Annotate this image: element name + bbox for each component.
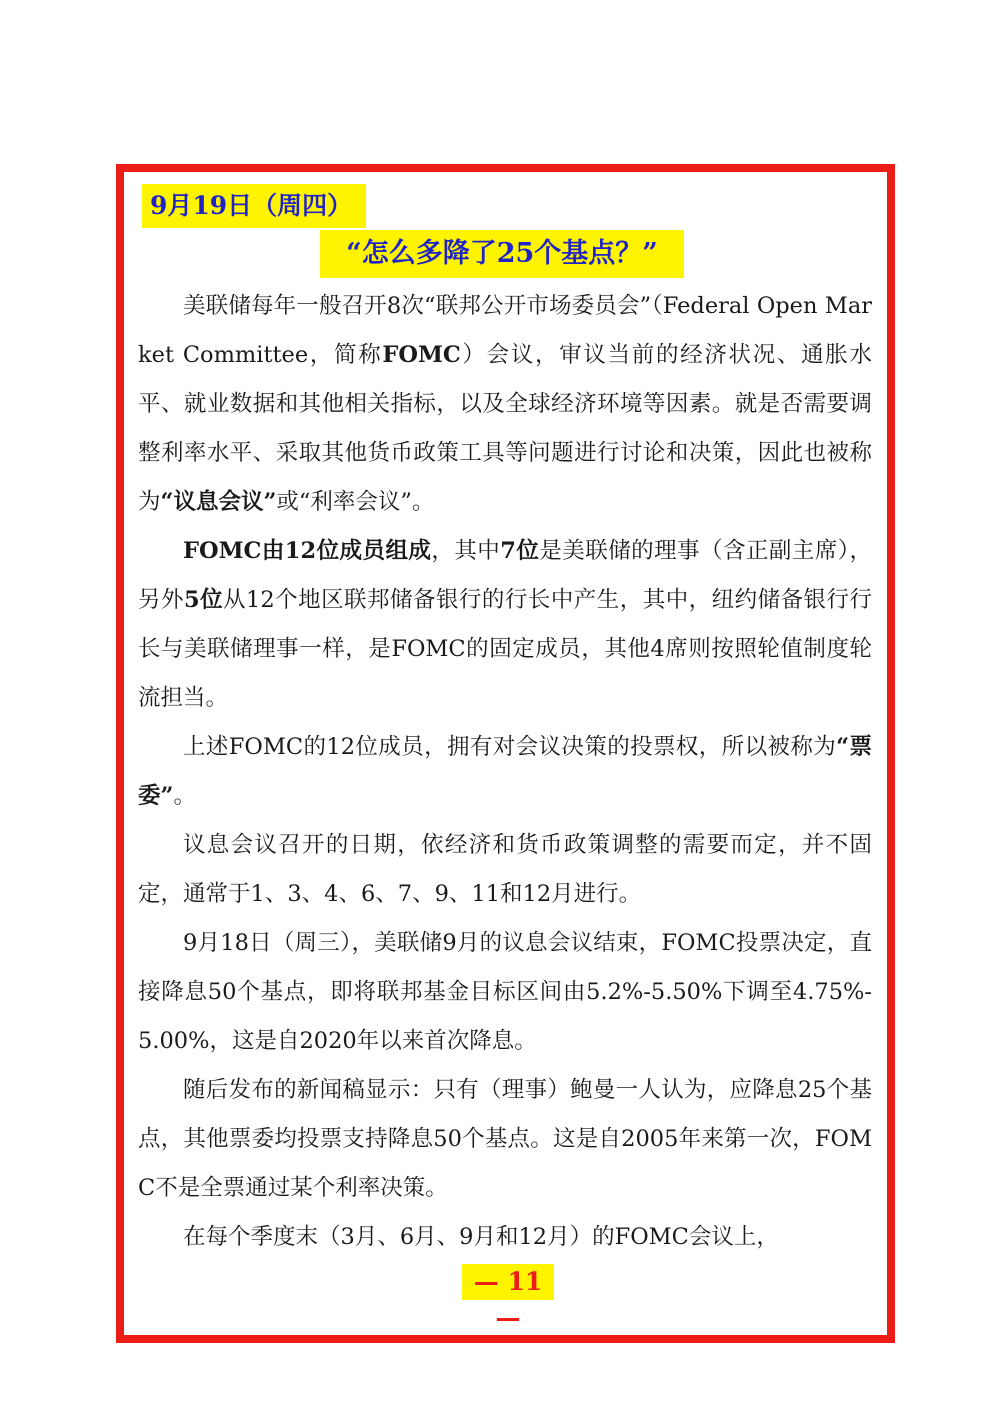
emphasis-text: “议息会议” [160, 489, 277, 515]
emphasis-text: “票委” [138, 734, 872, 809]
paragraph [138, 282, 872, 527]
emphasis-text: FOMC [382, 342, 461, 368]
paragraph-text: 或“利率会议”。 [276, 489, 435, 515]
paragraph-text: ）会议，审议当前的经济状况、通胀水平、就业数据和其他相关指标，以及全球经济环境等因素。就是否需要调整利率水平、采取其他货币政策工具等问题进行讨论和决策，因此也被称为 [138, 342, 872, 515]
article-title: “怎么多降了25个基点？” [320, 230, 684, 278]
paragraph-text: 在每个季度末（3月、6月、9月和12月）的FOMC会议上， [183, 1224, 779, 1250]
paragraph [138, 919, 872, 1066]
emphasis-text: 7位 [500, 538, 540, 564]
paragraph-text: 上述FOMC的12位成员，拥有对会议决策的投票权，所以被称为 [183, 734, 837, 760]
paragraph-text: 随后发布的新闻稿显示：只有（理事）鲍曼一人认为，应降息25个基点，其他票委均投票支持降息50个基点。这是自2005年来第一次，FOMC不是全票通过某个利率决策。 [138, 1077, 872, 1201]
paragraph-text: 。 [173, 783, 196, 809]
paragraph [138, 1213, 872, 1262]
article-body [138, 282, 872, 1262]
paragraph [138, 821, 872, 919]
page-number: — 11 — [462, 1264, 554, 1300]
paragraph-text: 从12个地区联邦储备银行的行长中产生，其中，纽约储备银行行长与美联储理事一样，是FOMC的固定成员，其他4席则按照轮值制度轮流担当。 [138, 587, 872, 711]
paragraph [138, 527, 872, 723]
paragraph-text: 是美联储的理事（含正副主席），另外 [138, 538, 872, 613]
paragraph-text: 议息会议召开的日期，依经济和货币政策调整的需要而定，并不固定，通常于1、3、4、6、7、9、11和12月进行。 [138, 832, 872, 907]
paragraph-text: 美联储每年一般召开8次“联邦公开市场委员会”（Federal Open Market Committee，简称 [138, 293, 872, 368]
paragraph [138, 723, 872, 821]
date-heading: 9月19日（周四） [142, 184, 366, 228]
paragraph [138, 1066, 872, 1213]
paragraph-text: 9月18日（周三），美联储9月的议息会议结束，FOMC投票决定，直接降息50个基点，即将联邦基金目标区间由5.2%-5.50%下调至4.75%-5.00%，这是自2020年以来首次降息。 [138, 930, 872, 1054]
emphasis-text: 5位 [183, 587, 224, 613]
paragraph-text: ，其中 [431, 538, 501, 564]
emphasis-text: FOMC由12位成员组成 [183, 538, 432, 564]
page-frame [116, 164, 895, 1343]
